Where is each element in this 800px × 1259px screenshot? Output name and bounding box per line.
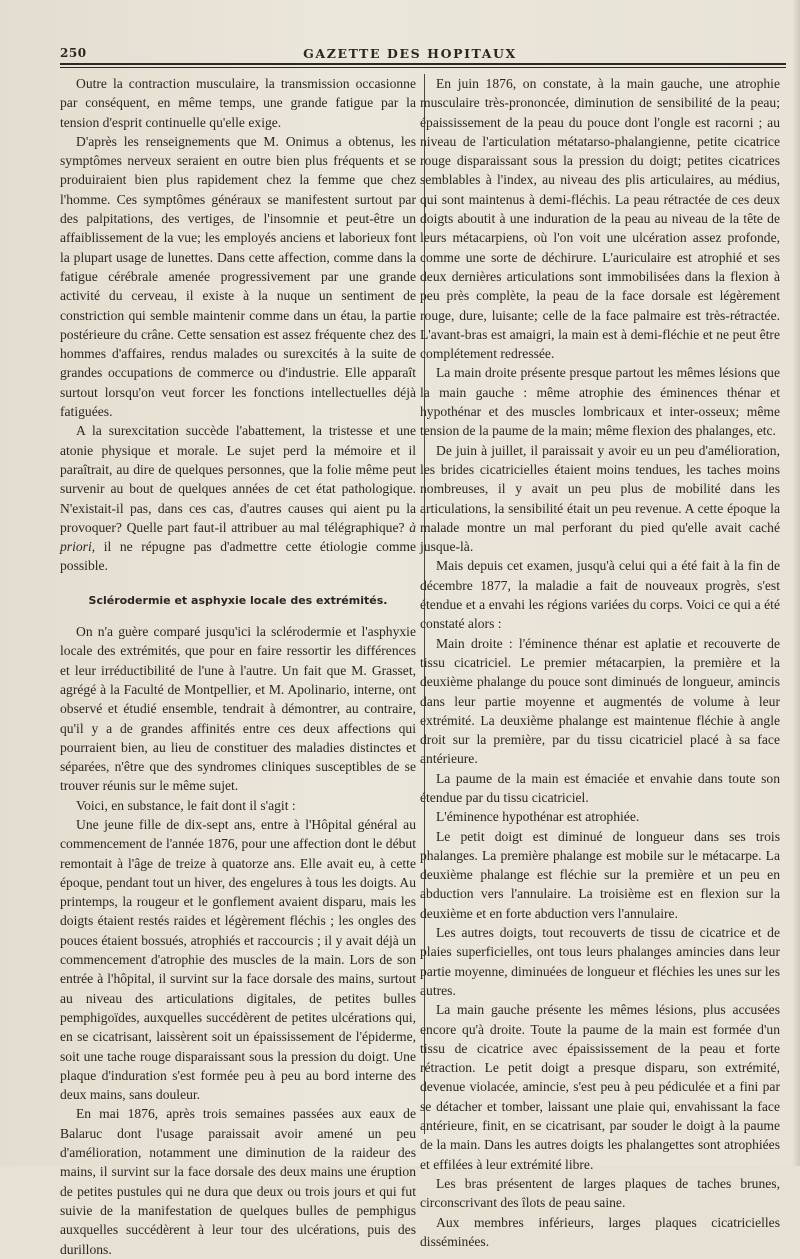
text-run: , il ne répugne pas d'admettre cette étiologie comme possible.	[60, 539, 416, 574]
paragraph: On n'a guère comparé jusqu'ici la sclérodermie et l'asphyxie locale des extrémités, que pour en faire ressortir les différences et leur irréductibilité de l'une à l'autre. Un fait que M. Grasset, agrégé à la Faculté de Montpellier, et M. Apolinario, interne, ont observé et étudié ensemble, tendrait à démontrer, au contraire, qu'il y a de grandes affinités entre ces deux affections qui pourraient bien, au lieu de constituer des maladies distinctes et séparées, n'être que des syndromes cliniques susceptibles de se trouver réunis sur le même sujet.	[60, 624, 416, 794]
paragraph: Outre la contraction musculaire, la transmission occasionne par conséquent, en même temps, une grande fatigue par la tension d'esprit continuelle qu'elle exige.	[60, 76, 416, 130]
paragraph: Le petit doigt est diminué de longueur dans ses trois phalanges. La première phalange est mobile sur le métacarpe. La deuxième phalange est fléchie sur la première et un peu en abduction vers l'annulaire. La troisième est en flexion sur la deuxième et en forte abduction vers l'annulaire.	[420, 828, 780, 921]
paragraph: Mais depuis cet examen, jusqu'à celui qui a été fait à la fin de décembre 1877, la maladie a fait de nouveaux progrès, s'est étendue et a envahi les régions variées du corps. Voici ce qui a été constaté alors :	[420, 558, 780, 632]
text-run: A la surexcitation succède l'abattement, la tristesse et une atonie physique et morale. Le sujet perd la mémoire et il paraîtrait, au dire de quelques personnes, que la folie même peut survenir au bout de quelques années de cet état pathologique. N'existait-il pas, dans ces cas, d'autres causes qui aient pu la provoquer? Quelle part faut-il attribuer au mal télégraphique?	[60, 423, 416, 535]
paragraph: En juin 1876, on constate, à la main gauche, une atrophie musculaire très-prononcée, diminution de sensibilité de la peau; épaississement de la peau du pouce dont l'ongle est racorni ; au niveau de l'articulation métatarso-phalangienne, petite cicatrice rouge disparaissant sous la pression du doigt; petites cicatrices semblables à l'index, au niveau des plis articulaires, au médius, qui sont maintenus à demi-fléchis. La peau rétractée de ces deux doigts aboutit à une induration de la peau au niveau de la tête de leurs métacarpiens, où l'on voit une ulcération assez profonde, comme une sorte de déchirure. L'auriculaire est atrophié et ses deux dernières articulations sont immobilisées dans la flexion à peu près complète, la peau de la face dorsale est légèrement rouge, dure, luisante; celle de la face palmaire est très-rétractée. L'avant-bras est amaigri, la main est à demi-fléchie et ne peut être complétement redressée.	[420, 76, 780, 362]
paragraph: La main droite présente presque partout les mêmes lésions que la main gauche : même atrophie des éminences thénar et hypothénar et des muscles lombricaux et inter-osseux; même tension de la paume de la main; même flexion des phalanges, etc.	[420, 365, 780, 439]
paragraph: L'éminence hypothénar est atrophiée.	[436, 809, 640, 825]
page-header	[60, 46, 760, 64]
italic-text: à priori	[60, 519, 416, 555]
right-column	[420, 74, 780, 1251]
paragraph: Les autres doigts, tout recouverts de tissu de cicatrice et de plaies superficielles, ont tous leurs phalanges amincies dans leur partie moyenne, diminuées de longueur et fléchies les unes sur les autres.	[420, 925, 780, 998]
paragraph: La paume de la main est émaciée et envahie dans toute son étendue par du tissu cicatriciel.	[420, 770, 780, 805]
paragraph: Les bras présentent de larges plaques de taches brunes, circonscrivant des îlots de peau saine.	[420, 1175, 780, 1211]
paragraph: D'après les renseignements que M. Onimus a obtenus, les symptômes nerveux seraient en outre bien plus fréquents et se produiraient bien plus rapidement chez la femme que chez l'homme. Ces symptômes généraux se manifestent surtout par des palpitations, des vertiges, de l'insomnie et peut-être un affaiblissement de la vue; les employés anciens et laborieux font la plupart usage de lunettes. Dans cette affection, comme dans la fatigue cérébrale amenée progressivement par une grande activité du cerveau, il existe à la nuque un sentiment de constriction qui semble maintenir comme dans un étau, la partie postérieure du crâne. Cette sensation est assez fréquente chez des hommes d'affaires, rendus malades ou surexcités à la suite de grandes occupations de commerce ou d'industrie. Elle apparaît surtout lorsqu'on veut forcer les fonctions intellectuelles déjà fatiguées.	[60, 133, 416, 420]
paragraph: Main droite : l'éminence thénar est aplatie et recouverte de tissu cicatriciel. Le premier métacarpien, la première et la deuxième phalange du pouce sont diminués de longueur, amincis dans leur partie moyenne et augmentés de volume à leur extrémité. La deuxième phalange est maintenue fléchie à angle droit sur la première, par du tissu cicatriciel placé à sa face antérieure.	[420, 635, 780, 767]
paragraph: Voici, en substance, le fait dont il s'agit :	[76, 797, 296, 813]
header-rule-thin	[60, 67, 786, 68]
page-number: 250	[60, 46, 87, 60]
paragraph: La main gauche présente les mêmes lésions, plus accusées encore qu'à droite. Toute la paume de la main est formée d'un tissu de cicatrice avec épaississement de la peau et forte rétraction. Le petit doigt a presque disparu, son extrémité, devenue violacée, amincie, s'est peu à peu pédiculée et a fini par se détacher et tomber, laissant une plaie qui, envahissant la face antérieure, finit, en se cicatrisant, par souder le doigt à la paume de la main. Dans les autres doigts les phalangettes sont atrophiées et effilées à leur extrémité libre.	[420, 1002, 780, 1172]
header-rule-thick	[60, 63, 786, 65]
section-title: Sclérodermie et asphyxie locale des extrémités.	[88, 593, 388, 607]
paragraph: Aux membres inférieurs, larges plaques cicatricielles disséminées.	[420, 1214, 780, 1249]
paragraph	[60, 421, 416, 575]
paragraph: En mai 1876, après trois semaines passées aux eaux de Balaruc dont l'usage paraissait avoir amené un peu d'amélioration, notamment une diminution de la raideur des mains, il survint sur la face dorsale des deux mains une éruption de petites pustules qui ne dura que deux ou trois jours et qui fut suivie de la manifestation de quelques bulles de pemphigus auxquelles succédèrent à leur tour des ulcérations, puis des durillons.	[60, 1106, 416, 1257]
left-column	[60, 74, 416, 1259]
running-title: GAZETTE DES HOPITAUX	[303, 46, 517, 61]
paragraph: Une jeune fille de dix-sept ans, entre à l'Hôpital général au commencement de l'année 1876, pour une affection dont le début remontait à l'âge de treize à quatorze ans. Elle avait eu, à cette époque, pendant tout un hiver, des engelures à tous les doigts. Au printemps, la rougeur et le gonflement avaient disparu, mais les doigts étaient restés raides et légèrement fléchis ; les ongles des pouces étaient bossués, atrophiés et raccourcis ; il y avait déjà un commencement d'atrophie des muscles de la main. Lors de son entrée à l'hôpital, il survint sur la face dorsale des mains, surtout au niveau des articulations digitales, de petites bulles pemphigoïdes, auxquelles succédèrent de petites ulcérations qui, en se cicatrisant, laissèrent soit un épaississement de l'épiderme, soit une tache rouge disparaissant sous la pression du doigt. Une plaque d'induration s'est formée peu à peu au bord interne des deux mains, sans douleur.	[60, 816, 416, 1103]
page-edge-shadow	[792, 0, 800, 1166]
paragraph: De juin à juillet, il paraissait y avoir eu un peu d'amélioration, les brides cicatricielles étaient moins tendues, les taches moins nombreuses, il y avait un peu plus de mobilité dans les articulations, la sensibilité était un peu revenue. A cette époque la malade montre un mal perforant du pied qu'elle avait caché jusque-là.	[420, 442, 780, 555]
